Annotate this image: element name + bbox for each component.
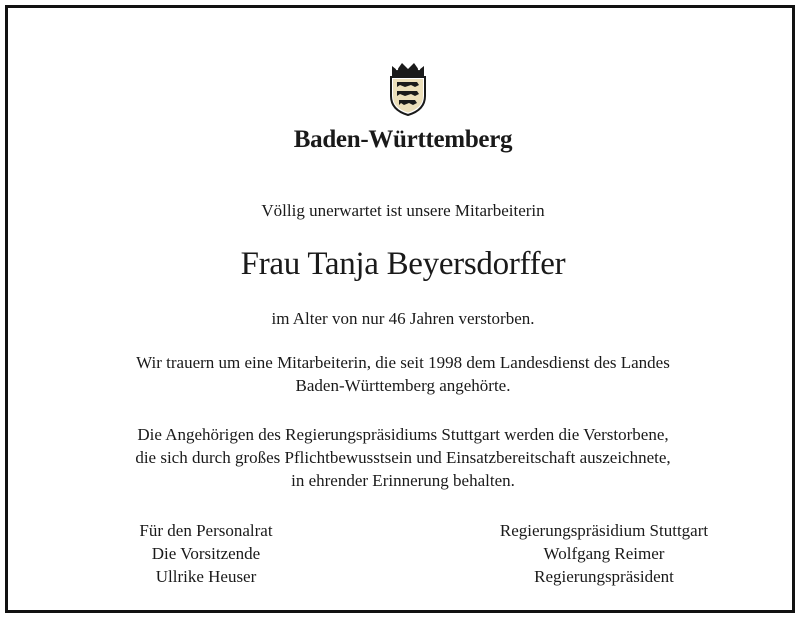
paragraph-line: Wir trauern um eine Mitarbeiterin, die seit 1998 dem Landesdienst des Landes: [136, 353, 670, 372]
paragraph-line: in ehrender Erinnerung behalten.: [291, 471, 515, 490]
obituary-notice: [5, 5, 795, 613]
age-line: im Alter von nur 46 Jahren verstorben.: [271, 309, 535, 328]
signature-line: Regierungspräsidium Stuttgart: [499, 521, 709, 540]
signature-line: Wolfgang Reimer: [543, 544, 665, 563]
signature-line: Regierungspräsident: [534, 567, 674, 586]
state-name: Baden-Württemberg: [293, 126, 513, 153]
paragraph-line: Baden-Württemberg angehörte.: [295, 376, 511, 395]
paragraph-line: Die Angehörigen des Regierungspräsidiums Stuttgart werden die Verstorbene,: [137, 425, 669, 444]
signature-line: Die Vorsitzende: [151, 544, 261, 563]
signature-personalrat: [106, 519, 306, 588]
signature-line: Ullrike Heuser: [155, 567, 257, 586]
paragraph-line: die sich durch großes Pflichtbewusstsein und Einsatzbereitschaft auszeichnete,: [135, 448, 671, 467]
intro-text: Völlig unerwartet ist unsere Mitarbeiterin: [261, 201, 545, 220]
signature-line: Für den Personalrat: [139, 521, 273, 540]
deceased-name: Frau Tanja Beyersdorffer: [240, 246, 566, 282]
coat-of-arms-icon: [386, 60, 430, 116]
signature-regierungspraesidium: [464, 519, 744, 588]
